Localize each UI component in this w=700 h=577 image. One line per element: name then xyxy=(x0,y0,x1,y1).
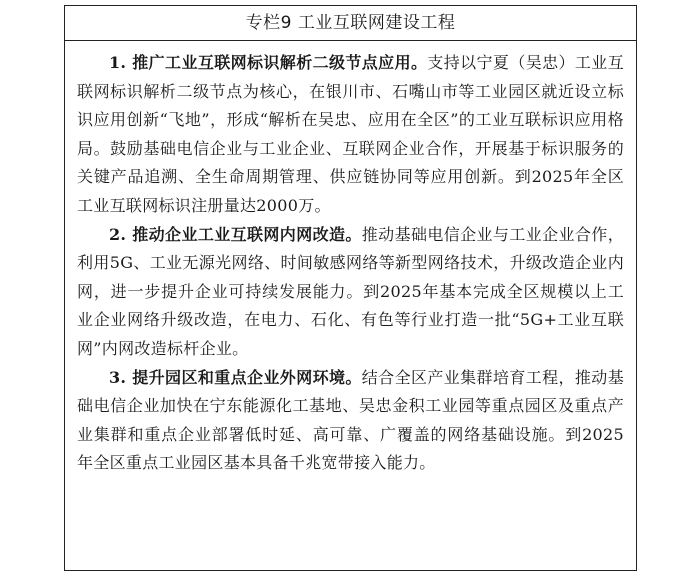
item-heading: 3. 提升园区和重点企业外网环境。 xyxy=(109,367,362,387)
feature-box xyxy=(64,5,637,571)
item-body: 支持以宁夏（吴忠）工业互联网标识解析二级节点为核心，在银川市、石嘴山市等工业园区就近设立标识应用创新“飞地”，形成“解析在吴忠、应用在全区”的工业互联标识应用格局。鼓励基础电信企业与工业企业、互联网企业合作，开展基于标识服务的关键产品追溯、全生命周期管理、供应链协同等应用创新。到2025年全区工业互联网标识注册量达2000万。 xyxy=(77,53,624,215)
item-heading: 1. 推广工业互联网标识解析二级节点应用。 xyxy=(109,53,428,72)
box-title: 专栏9 工业互联网建设工程 xyxy=(65,6,636,41)
box-body xyxy=(65,41,636,478)
item-paragraph xyxy=(77,221,624,364)
item-paragraph xyxy=(77,364,624,478)
item-body: 结合全区产业集群培育工程，推动基础电信企业加快在宁东能源化工基地、吴忠金积工业园等重点园区及重点产业集群和重点企业部署低时延、高可靠、广覆盖的网络基础设施。到2025年全区重点工业园区基本具备千兆宽带接入能力。 xyxy=(77,367,624,473)
item-heading: 2. 推动企业工业互联网内网改造。 xyxy=(109,224,362,244)
item-paragraph xyxy=(77,49,624,221)
item-body: 推动基础电信企业与工业企业合作，利用5G、工业无源光网络、时间敏感网络等新型网络技术，升级改造企业内网，进一步提升企业可持续发展能力。到2025年基本完成全区规模以上工业企业网络升级改造，在电力、石化、有色等行业打造一批“5G+工业互联网”内网改造标杆企业。 xyxy=(77,224,624,358)
